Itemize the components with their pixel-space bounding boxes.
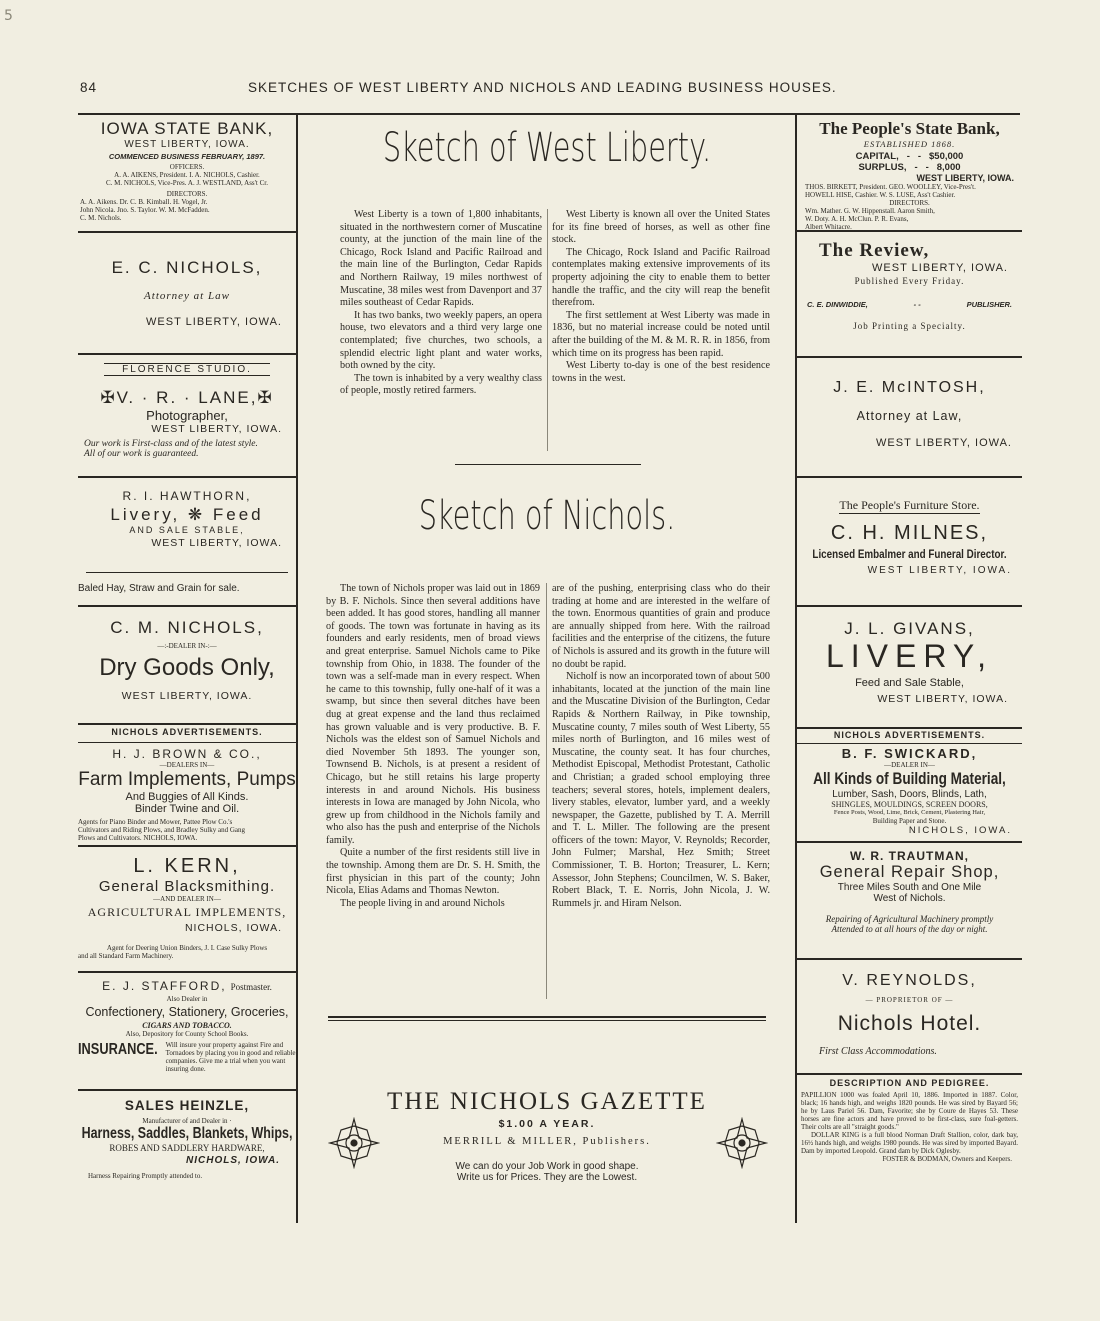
- peoples-bank-established: ESTABLISHED 1868.: [863, 139, 956, 149]
- ad-divider: [797, 727, 1022, 729]
- iowa-bank-place: WEST LIBERTY, IOWA.: [124, 139, 250, 150]
- ad-divider: [78, 605, 296, 607]
- hawthorn-divider: [86, 572, 288, 573]
- heinzle-ad: [78, 1098, 296, 1180]
- ad-divider: [797, 356, 1022, 358]
- brown-name: H. J. BROWN & CO.,: [112, 747, 262, 761]
- ad-divider: [78, 231, 296, 233]
- milnes-store: The People's Furniture Store.: [839, 498, 980, 512]
- paragraph: The Chicago, Rock Island and Pacific Railroad contemplates making extensive improvements of its property adjoining the city to enable them to better handle the traffic, and the city will reap the benefit therefrom.: [552, 246, 770, 309]
- stafford-goods: Confectionery, Stationery, Groceries,: [85, 1005, 289, 1019]
- givans-name: J. L. GIVANS,: [844, 619, 975, 638]
- nichols-text-left: [326, 583, 540, 910]
- hawthorn-ad: [78, 489, 296, 549]
- section-divider: [455, 464, 641, 465]
- givans-place: WEST LIBERTY, IOWA.: [877, 693, 1008, 705]
- hawthorn-note: Baled Hay, Straw and Grain for sale.: [78, 583, 240, 594]
- peoples-bank-director-line: W. Doty. A. H. McClun. P. R. Evans,: [805, 215, 909, 223]
- page-number: 84: [80, 80, 98, 95]
- ornament-icon: [716, 1117, 768, 1169]
- kern-dealer: —AND DEALER IN—: [153, 895, 221, 903]
- lane-note-1: Our work is First-class and of the latest style.: [84, 439, 258, 449]
- ad-divider: [78, 723, 296, 725]
- gazette-rule: [328, 1016, 766, 1018]
- ad-divider: [797, 743, 1022, 744]
- reynolds-note: First Class Accommodations.: [819, 1046, 937, 1057]
- trautman-name: W. R. TRAUTMAN,: [850, 849, 969, 863]
- cm-nichols-goods: Dry Goods Only,: [99, 654, 275, 681]
- nichols-ads-heading-right: NICHOLS ADVERTISEMENTS.: [833, 730, 986, 740]
- column-rule: [546, 583, 547, 999]
- ad-divider: [78, 1089, 296, 1091]
- trautman-note-2: Attended to at all hours of the day or night.: [831, 924, 988, 934]
- review-publisher-label: PUBLISHER.: [966, 300, 1012, 309]
- kern-small-2: and all Standard Farm Machinery.: [78, 952, 174, 960]
- gazette-publishers: MERRILL & MILLER, Publishers.: [443, 1136, 651, 1147]
- peoples-bank-name: The People's State Bank,: [819, 119, 1000, 138]
- milnes-title: Licensed Embalmer and Funeral Director.: [812, 547, 1007, 561]
- cm-nichols-name: C. M. NICHOLS,: [110, 618, 264, 637]
- middle-column: [300, 113, 794, 1223]
- hawthorn-trade: Livery, ❋ Feed: [110, 505, 264, 524]
- peoples-bank-director-line: Wm. Mather. G. W. Hippenstall. Aaron Smith,: [805, 207, 935, 215]
- lane-place: WEST LIBERTY, IOWA.: [151, 423, 282, 435]
- milnes-ad: [797, 496, 1022, 576]
- kern-small-1: Agent for Deering Union Binders, J. I. Case Sulky Plows: [106, 944, 268, 952]
- west-liberty-title: Sketch of West Liberty.: [382, 125, 712, 171]
- ad-divider: [797, 476, 1022, 478]
- running-title: SKETCHES OF WEST LIBERTY AND NICHOLS AND LEADING BUSINESS HOUSES.: [248, 80, 837, 95]
- brown-ad: [78, 747, 296, 842]
- swickard-line-2: SHINGLES, MOULDINGS, SCREEN DOORS,: [831, 800, 988, 809]
- corner-mark: 5: [4, 8, 13, 24]
- paragraph: are of the pushing, enterprising class who do their trading at home and are interested in the welfare of the town. Enormous quantities of grain and produce are annually shipped from here. With the railroad facilities and the enterprise of the citizens, the future of Nichols is assured and its growth in the future will no doubt be rapid.: [552, 583, 770, 670]
- ornament-icon: [328, 1117, 380, 1169]
- trautman-ad: [797, 849, 1022, 934]
- paragraph: Quite a number of the first residents still live in the township. Among them are Dr. S. H. Smith, the first physician in this part of the county; John Nicola, Elias Adams and Thomas Newton.: [326, 847, 540, 897]
- swickard-line-4: Building Paper and Stone.: [872, 817, 947, 825]
- pedigree-owners: FOSTER & BODMAN, Owners and Keepers.: [882, 1155, 1012, 1163]
- trautman-line-1: Three Miles South and One Mile: [837, 882, 982, 893]
- heinzle-line-1: Manufacturer of and Dealer in ·: [142, 1117, 232, 1125]
- heinzle-line-2: ROBES AND SADDLERY HARDWARE,: [109, 1143, 265, 1153]
- milnes-place: WEST LIBERTY, IOWA.: [867, 565, 1012, 576]
- ad-divider: [78, 845, 296, 847]
- ec-nichols-ad: [78, 258, 296, 328]
- peoples-bank-officer-line: THOS. BIRKETT, President. GEO. WOOLLEY, Vice-Pres't.: [805, 183, 976, 191]
- iowa-bank-directors-heading: DIRECTORS.: [166, 190, 208, 198]
- iowa-bank-director-line: A. A. Aikens. Dr. C. B. Kimball. H. Vogel, Jr.: [80, 198, 208, 206]
- ad-divider: [78, 742, 296, 743]
- lane-trade: Photographer,: [146, 408, 228, 423]
- brown-line-1: Farm Implements, Pumps: [78, 769, 296, 790]
- peoples-bank-directors-heading: DIRECTORS.: [889, 199, 930, 207]
- stafford-ad: [78, 977, 296, 1073]
- givans-trade: LIVERY,: [825, 638, 993, 674]
- brown-line-2: And Buggies of All Kinds.: [125, 791, 249, 803]
- brown-small-1: Agents for Piano Binder and Mower, Pattee Plow Co.'s: [78, 818, 233, 826]
- swickard-place: NICHOLS, IOWA.: [908, 825, 1012, 836]
- pedigree-para-2: DOLLAR KING is a full blood Norman Draft Stallion, color, dark bay, 16½ hands high, and weighs 1980 pounds. He was sired by imported Bayard. Dam by imported Leopold. Grand dam by Dick Oglesby.: [801, 1131, 1018, 1155]
- gazette-line-1: We can do your Job Work in good shape.: [455, 1161, 639, 1172]
- iowa-bank-director-line: C. M. Nichols.: [80, 214, 122, 222]
- review-ad: [797, 240, 1022, 331]
- lane-name: ✠V. · R. · LANE,✠: [100, 388, 274, 407]
- paragraph: The town of Nichols proper was laid out in 1869 by B. F. Nichols. Since then several additions have been added. It has good stores, handling all manner of goods. The town was fortunate in having as its founders and early residents, men of broad views and great enterprise. Samuel Nichols came to Pike township from Ohio, in 1838. The founder of the town was a self-made man in every respect. When he came to this township, fully one-half of it was a swamp, but since then several ditches have been dug at great expense and the land thus reclaimed has grown valuable and is very productive. B. F. Nichols was the eldest son of Samuel Nichols and died November 5th 1893. The younger son, Townsend B. Nichols, is at present a resident of Chicago, but he still retains his large property interests in and around Nichols. His business interests in Iowa are managed by John Nicola, who grew up from childhood in the Nichols family and who also has the push and enterprise of the Nichols family.: [326, 583, 540, 846]
- gazette-rule: [328, 1020, 766, 1021]
- reynolds-name: V. REYNOLDS,: [842, 972, 977, 989]
- stafford-name: E. J. STAFFORD,: [102, 979, 227, 993]
- gazette-title: THE NICHOLS GAZETTE: [387, 1088, 707, 1115]
- lane-note-2: All of our work is guaranteed.: [84, 449, 199, 459]
- heinzle-name: SALES HEINZLE,: [124, 1098, 250, 1113]
- ec-nichols-place: WEST LIBERTY, IOWA.: [146, 316, 282, 328]
- review-publisher-name: C. E. DINWIDDIE,: [807, 300, 868, 309]
- cm-nichols-dealer: —:-DEALER IN-:—: [157, 642, 217, 650]
- ad-divider: [797, 230, 1022, 232]
- nichols-ads-heading: NICHOLS ADVERTISEMENTS.: [111, 727, 263, 737]
- capital-label: CAPITAL,: [855, 151, 899, 162]
- ad-divider: [797, 841, 1022, 843]
- hawthorn-place: WEST LIBERTY, IOWA.: [151, 537, 282, 549]
- ad-divider: [78, 971, 296, 973]
- review-place: WEST LIBERTY, IOWA.: [872, 262, 1008, 274]
- peoples-bank-place: WEST LIBERTY, IOWA.: [916, 173, 1014, 183]
- stafford-post: Postmaster.: [230, 982, 272, 992]
- stafford-insurance-text: Will insure your property against Fire and Tornadoes by placing you in good and reliable companies. Give me a trial when you want insuring done.: [165, 1041, 296, 1073]
- peoples-bank-director-line: Albert Whitacre.: [805, 223, 852, 231]
- hawthorn-name: R. I. HAWTHORN,: [122, 489, 252, 503]
- reynolds-ad: [797, 972, 1022, 1057]
- iowa-state-bank-ad: [78, 119, 296, 222]
- swickard-line-3: Fence Posts, Wood, Lime, Brick, Cement, Plastering Hair,: [833, 809, 986, 816]
- nichols-title: Sketch of Nichols.: [418, 493, 676, 539]
- review-published: Published Every Friday.: [854, 276, 965, 286]
- swickard-ad: [797, 746, 1022, 836]
- iowa-bank-director-line: John Nicola. Jno. S. Taylor. W. M. McFadden.: [80, 206, 210, 214]
- stafford-insurance: INSURANCE.: [78, 1041, 158, 1058]
- pedigree-heading: DESCRIPTION AND PEDIGREE.: [829, 1078, 990, 1088]
- kern-line: AGRICULTURAL IMPLEMENTS,: [87, 905, 287, 919]
- iowa-bank-name: IOWA STATE BANK,: [100, 119, 274, 138]
- paragraph: West Liberty is a town of 1,800 inhabitants, situated in the northwestern corner of Muscatine county, at the junction of the main line of the Chicago, Rock Island and Pacific Railroad and the main line of the Burlington, Cedar Rapids and Northern Railway, 19 miles northwest of Muscatine, 38 miles west from Davenport and 37 miles southeast of Cedar Rapids.: [340, 209, 542, 309]
- mcintosh-name: J. E. McINTOSH,: [833, 379, 986, 396]
- iowa-bank-officer-line: C. M. NICHOLS, Vice-Pres. A. J. WESTLAND, Ass't Cr.: [106, 179, 268, 187]
- heinzle-note: Harness Repairing Promptly attended to.: [88, 1172, 203, 1180]
- gazette-line-2: Write us for Prices. They are the Lowest.: [456, 1172, 638, 1183]
- ad-divider: [78, 476, 296, 478]
- review-name: The Review,: [819, 240, 930, 261]
- gazette-price: $1.00 A YEAR.: [498, 1118, 596, 1130]
- iowa-bank-officers-heading: OFFICERS.: [169, 163, 205, 171]
- pedigree-ad: [797, 1078, 1022, 1163]
- west-liberty-text-right: [552, 209, 770, 385]
- paragraph: It has two banks, two weekly papers, an opera house, two elevators and a third very large one contemplated; five churches, two schools, a splendid electric light plant and water works, both owned by the city.: [340, 309, 542, 372]
- ec-nichols-name: E. C. NICHOLS,: [111, 258, 263, 277]
- brown-line-3: Binder Twine and Oil.: [134, 803, 240, 815]
- paragraph: West Liberty is known all over the United States for its fine breed of horses, as well as other fine stock.: [552, 209, 770, 246]
- heinzle-goods: Harness, Saddles, Blankets, Whips,: [81, 1125, 293, 1142]
- trautman-line-2: West of Nichols.: [873, 893, 946, 904]
- swickard-goods: All Kinds of Building Material,: [813, 769, 1006, 788]
- swickard-line-1: Lumber, Sash, Doors, Blinds, Lath,: [832, 789, 987, 800]
- west-liberty-text-left: [340, 209, 542, 398]
- milnes-name: C. H. MILNES,: [830, 522, 989, 544]
- paragraph: The town is inhabited by a very wealthy class of people, mostly retired farmers.: [340, 372, 542, 397]
- cm-nichols-place: WEST LIBERTY, IOWA.: [121, 690, 253, 702]
- stafford-dealer: Also Dealer in: [166, 995, 208, 1003]
- reynolds-proprietor: — PROPRIETOR OF —: [865, 996, 954, 1004]
- kern-trade: General Blacksmithing.: [98, 878, 276, 895]
- florence-studio-ad: [78, 363, 296, 459]
- capital-value: $50,000: [929, 151, 964, 162]
- swickard-name: B. F. SWICKARD,: [841, 746, 978, 761]
- ec-nichols-title: Attorney at Law: [144, 290, 230, 302]
- swickard-dealer: —DEALER IN—: [884, 761, 935, 769]
- kern-place: NICHOLS, IOWA.: [184, 922, 282, 934]
- paragraph: The first settlement at West Liberty was made in 1836, but no material increase could be noted until after the building of the M. & M. R. R. in 1856, from which time on its progress has been rapid.: [552, 309, 770, 359]
- brown-small-2: Cultivators and Riding Plows, and Bradley Sulky and Gang: [78, 826, 246, 834]
- reynolds-hotel: Nichols Hotel.: [837, 1012, 982, 1035]
- givans-ad: [797, 619, 1022, 705]
- paragraph: The people living in and around Nichols: [340, 897, 505, 909]
- kern-name: L. KERN,: [133, 855, 241, 877]
- right-column: [795, 113, 1022, 1223]
- ad-divider: [78, 353, 296, 355]
- heinzle-place: NICHOLS, IOWA.: [186, 1155, 280, 1166]
- iowa-bank-officer-line: A. A. AIKENS, President. I. A. NICHOLS, Cashier.: [114, 171, 260, 179]
- peoples-bank-ad: The People's State Bank, ESTABLISHED 1868. CAPITAL, - - $50,000 SURPLUS, - - 8,000 WEST LIBERTY, IOWA. THOS. BIRKETT, President. GEO. WOOLLEY, Vice-Pres't. HOWELL HISE, Cashier. W. S. LUSE, Ass't Cashier. DIRECTORS. Wm. Mather. G. W. Hippenstall. Aaron Smith, W. Doty. A. H. McClun. P. R. Evans, Albert Whitacre.: [797, 119, 1022, 231]
- florence-studio-name: FLORENCE STUDIO.: [104, 363, 270, 376]
- iowa-bank-commenced: COMMENCED BUSINESS FEBRUARY, 1897.: [108, 152, 266, 161]
- review-dashes: - -: [913, 300, 921, 309]
- mcintosh-ad: [797, 379, 1022, 449]
- paragraph: Nicholf is now an incorporated town of about 500 inhabitants, located at the junction of the main line and the Muscatine Division of the Burlington, Cedar Rapids & Northern Railway, in Pike township, Muscatine county, 7 miles south of West Liberty, 55 miles north of Burlington, and 16 miles west of Muscatine, the county seat. It has four churches, Methodist Episcopal, Methodist Protestant, Catholic and Christian; a graded school employing three teachers; several stores, hotels, implement dealers, livery stables, elevator, lumber yard, and a weekly newspaper, the Gazette, published by T. A. Merrill and T. L. Miller. The following are the present officers of the town: Mayor, V. Reynolds; Recorder, John Fulmer; Marshal, Hez Smith; Street Commissioner, T. B. Horton; Treasurer, L. Kern; Assessor, John Stephens; Councilmen, W. S. Baker, Robert Black, T. E. Norris, John Nicola, J. W. Rummels jr. and Hiram Nelson.: [552, 671, 770, 909]
- page-header: [80, 78, 1080, 100]
- review-job: Job Printing a Specialty.: [853, 321, 966, 331]
- kern-ad: [78, 855, 296, 960]
- brown-dealers: —DEALERS IN—: [159, 761, 215, 769]
- surplus-value: 8,000: [936, 162, 961, 173]
- cm-nichols-ad: [78, 618, 296, 702]
- peoples-bank-officer-line: HOWELL HISE, Cashier. W. S. LUSE, Ass't Cashier.: [805, 191, 956, 199]
- stafford-cigars: CIGARS AND TOBACCO.: [142, 1021, 232, 1030]
- column-rule: [547, 209, 548, 451]
- left-column: [78, 113, 298, 1223]
- nichols-text-right: [552, 583, 770, 910]
- stafford-depository: Also, Depository for County School Books.: [125, 1030, 249, 1038]
- hawthorn-stable: AND SALE STABLE,: [129, 525, 245, 535]
- paragraph: West Liberty to-day is one of the best residence towns in the west.: [552, 360, 770, 384]
- surplus-label: SURPLUS,: [858, 162, 907, 173]
- ad-divider: [797, 958, 1022, 960]
- trautman-trade: General Repair Shop,: [819, 863, 1000, 881]
- givans-stable: Feed and Sale Stable,: [855, 677, 964, 689]
- pedigree-para-1: PAPILLION 1000 was foaled April 10, 1886. Imported in 1887. Color, black; 16 hands high, and weighs 1820 pounds. He was sired by Bayard 56; he by Laus Pariel 56. Dam, Favorite; she by Coure de Hayes 53. These horses are fine actors and have proved to be first-class, sure foal-getters. Their colts are all "straight goods.": [801, 1091, 1018, 1131]
- ad-divider: [797, 1073, 1022, 1075]
- mcintosh-place: WEST LIBERTY, IOWA.: [876, 437, 1012, 449]
- brown-small-3: Plows and Cultivators. NICHOLS, IOWA.: [78, 834, 198, 842]
- mcintosh-title: Attorney at Law,: [856, 409, 963, 423]
- ad-divider: [797, 605, 1022, 607]
- trautman-note-1: Repairing of Agricultural Machinery promptly: [825, 914, 994, 924]
